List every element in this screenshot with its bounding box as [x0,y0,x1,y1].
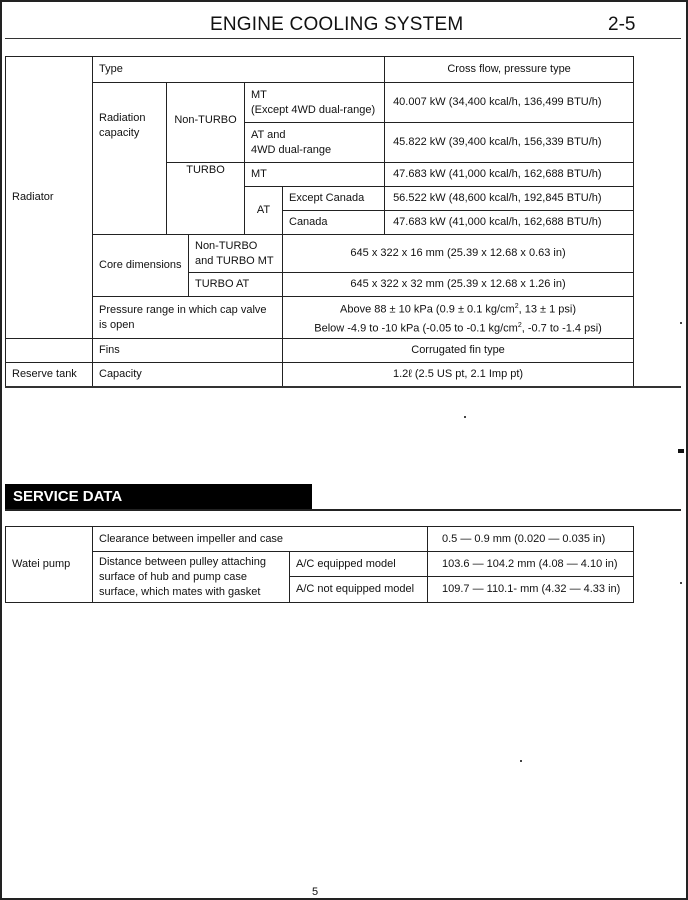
except-canada-label: Except Canada [283,187,385,211]
pressure-range-label: Pressure range in which cap valve is open [93,297,283,339]
scan-speck [520,760,522,762]
page-number: 5 [312,886,319,898]
core-nonturbo-line1: Non-TURBO [195,239,258,252]
fins-label: Fins [93,339,283,363]
capacity-value: 1.2ℓ (2.5 US pt, 2.1 Imp pt) [283,363,634,387]
ac-not-equipped-label: A/C not equipped model [290,577,428,603]
reserve-tank-label: Reserve tank [6,363,93,387]
capacity-label: Capacity [93,363,283,387]
canada-value: 47.683 kW (41,000 kcal/h, 162,688 BTU/h) [385,211,634,235]
pressure-range-value [283,297,634,339]
core-turbo-at-value: 645 x 322 x 32 mm (25.39 x 12.68 x 1.26 in) [283,273,634,297]
4wd-dual-range-label: 4WD dual-range [251,143,332,156]
type-value: Cross flow, pressure type [385,57,634,83]
core-dimensions-label: Core dimensions [93,235,189,297]
clearance-value: 0.5 — 0.9 mm (0.020 — 0.035 in) [428,527,634,552]
turbo-mt-label: MT [245,163,385,187]
distance-label: Distance between pulley attaching surface of hub and pump case surface, which mates with gasket [93,552,290,603]
header-rule [5,38,681,39]
canada-label: Canada [283,211,385,235]
service-data-table [5,526,634,603]
scan-speck [680,322,682,324]
page-ref: 2-5 [608,14,636,35]
service-data-rule [5,509,681,511]
pressure-above-line: Above 88 ± 10 kPa (0.9 ± 0.1 $kg/cm^2$, 13 ± 1 psi) [340,303,577,316]
radiator-spec-table [5,56,634,387]
clearance-label: Clearance between impeller and case [93,527,428,552]
pressure-below-line: Below -4.9 to -10 kPa (-0.05 to -0.1 $kg/cm^2$, -0.7 to -1.4 psi) [314,321,602,335]
ac-equipped-value: 103.6 — 104.2 mm (4.08 — 4.10 in) [428,552,634,577]
at-4wd-value: 45.822 kW (39,400 kcal/h, 156,339 BTU/h) [385,123,634,163]
ac-equipped-label: A/C equipped model [290,552,428,577]
service-data-banner: SERVICE DATA [5,484,312,509]
non-turbo-label: Non-TURBO [167,83,245,163]
type-label: Type [93,57,385,83]
mt-except-4wd-label [245,83,385,123]
scan-speck [680,582,682,584]
core-nonturbo-line2: and TURBO MT [195,254,274,267]
mt-label: MT [251,88,267,101]
spec-bottom-rule [5,386,681,388]
at-4wd-label [245,123,385,163]
scan-speck [464,416,466,418]
turbo-label: TURBO [167,163,245,235]
scan-mark [678,449,684,453]
except-canada-value: 56.522 kW (48,600 kcal/h, 192,845 BTU/h) [385,187,634,211]
except-4wd-label: (Except 4WD dual-range) [251,103,376,116]
turbo-at-label: AT [245,187,283,235]
ac-not-equipped-value: 109.7 — 110.1- mm (4.32 — 4.33 in) [428,577,634,603]
at-and-label: AT and [251,128,286,141]
mt-except-4wd-value: 40.007 kW (34,400 kcal/h, 136,499 BTU/h) [385,83,634,123]
water-pump-label: Watei pump [6,527,93,603]
turbo-mt-value: 47.683 kW (41,000 kcal/h, 162,688 BTU/h) [385,163,634,187]
radiator-group-label: Radiator [6,57,93,339]
page-title: ENGINE COOLING SYSTEM [210,14,464,35]
fins-value: Corrugated fin type [283,339,634,363]
core-turbo-at-label: TURBO AT [189,273,283,297]
radiation-capacity-label: Radiation capacity [93,83,167,235]
core-nonturbo-value: 645 x 322 x 16 mm (25.39 x 12.68 x 0.63 in) [283,235,634,273]
core-nonturbo-label [189,235,283,273]
